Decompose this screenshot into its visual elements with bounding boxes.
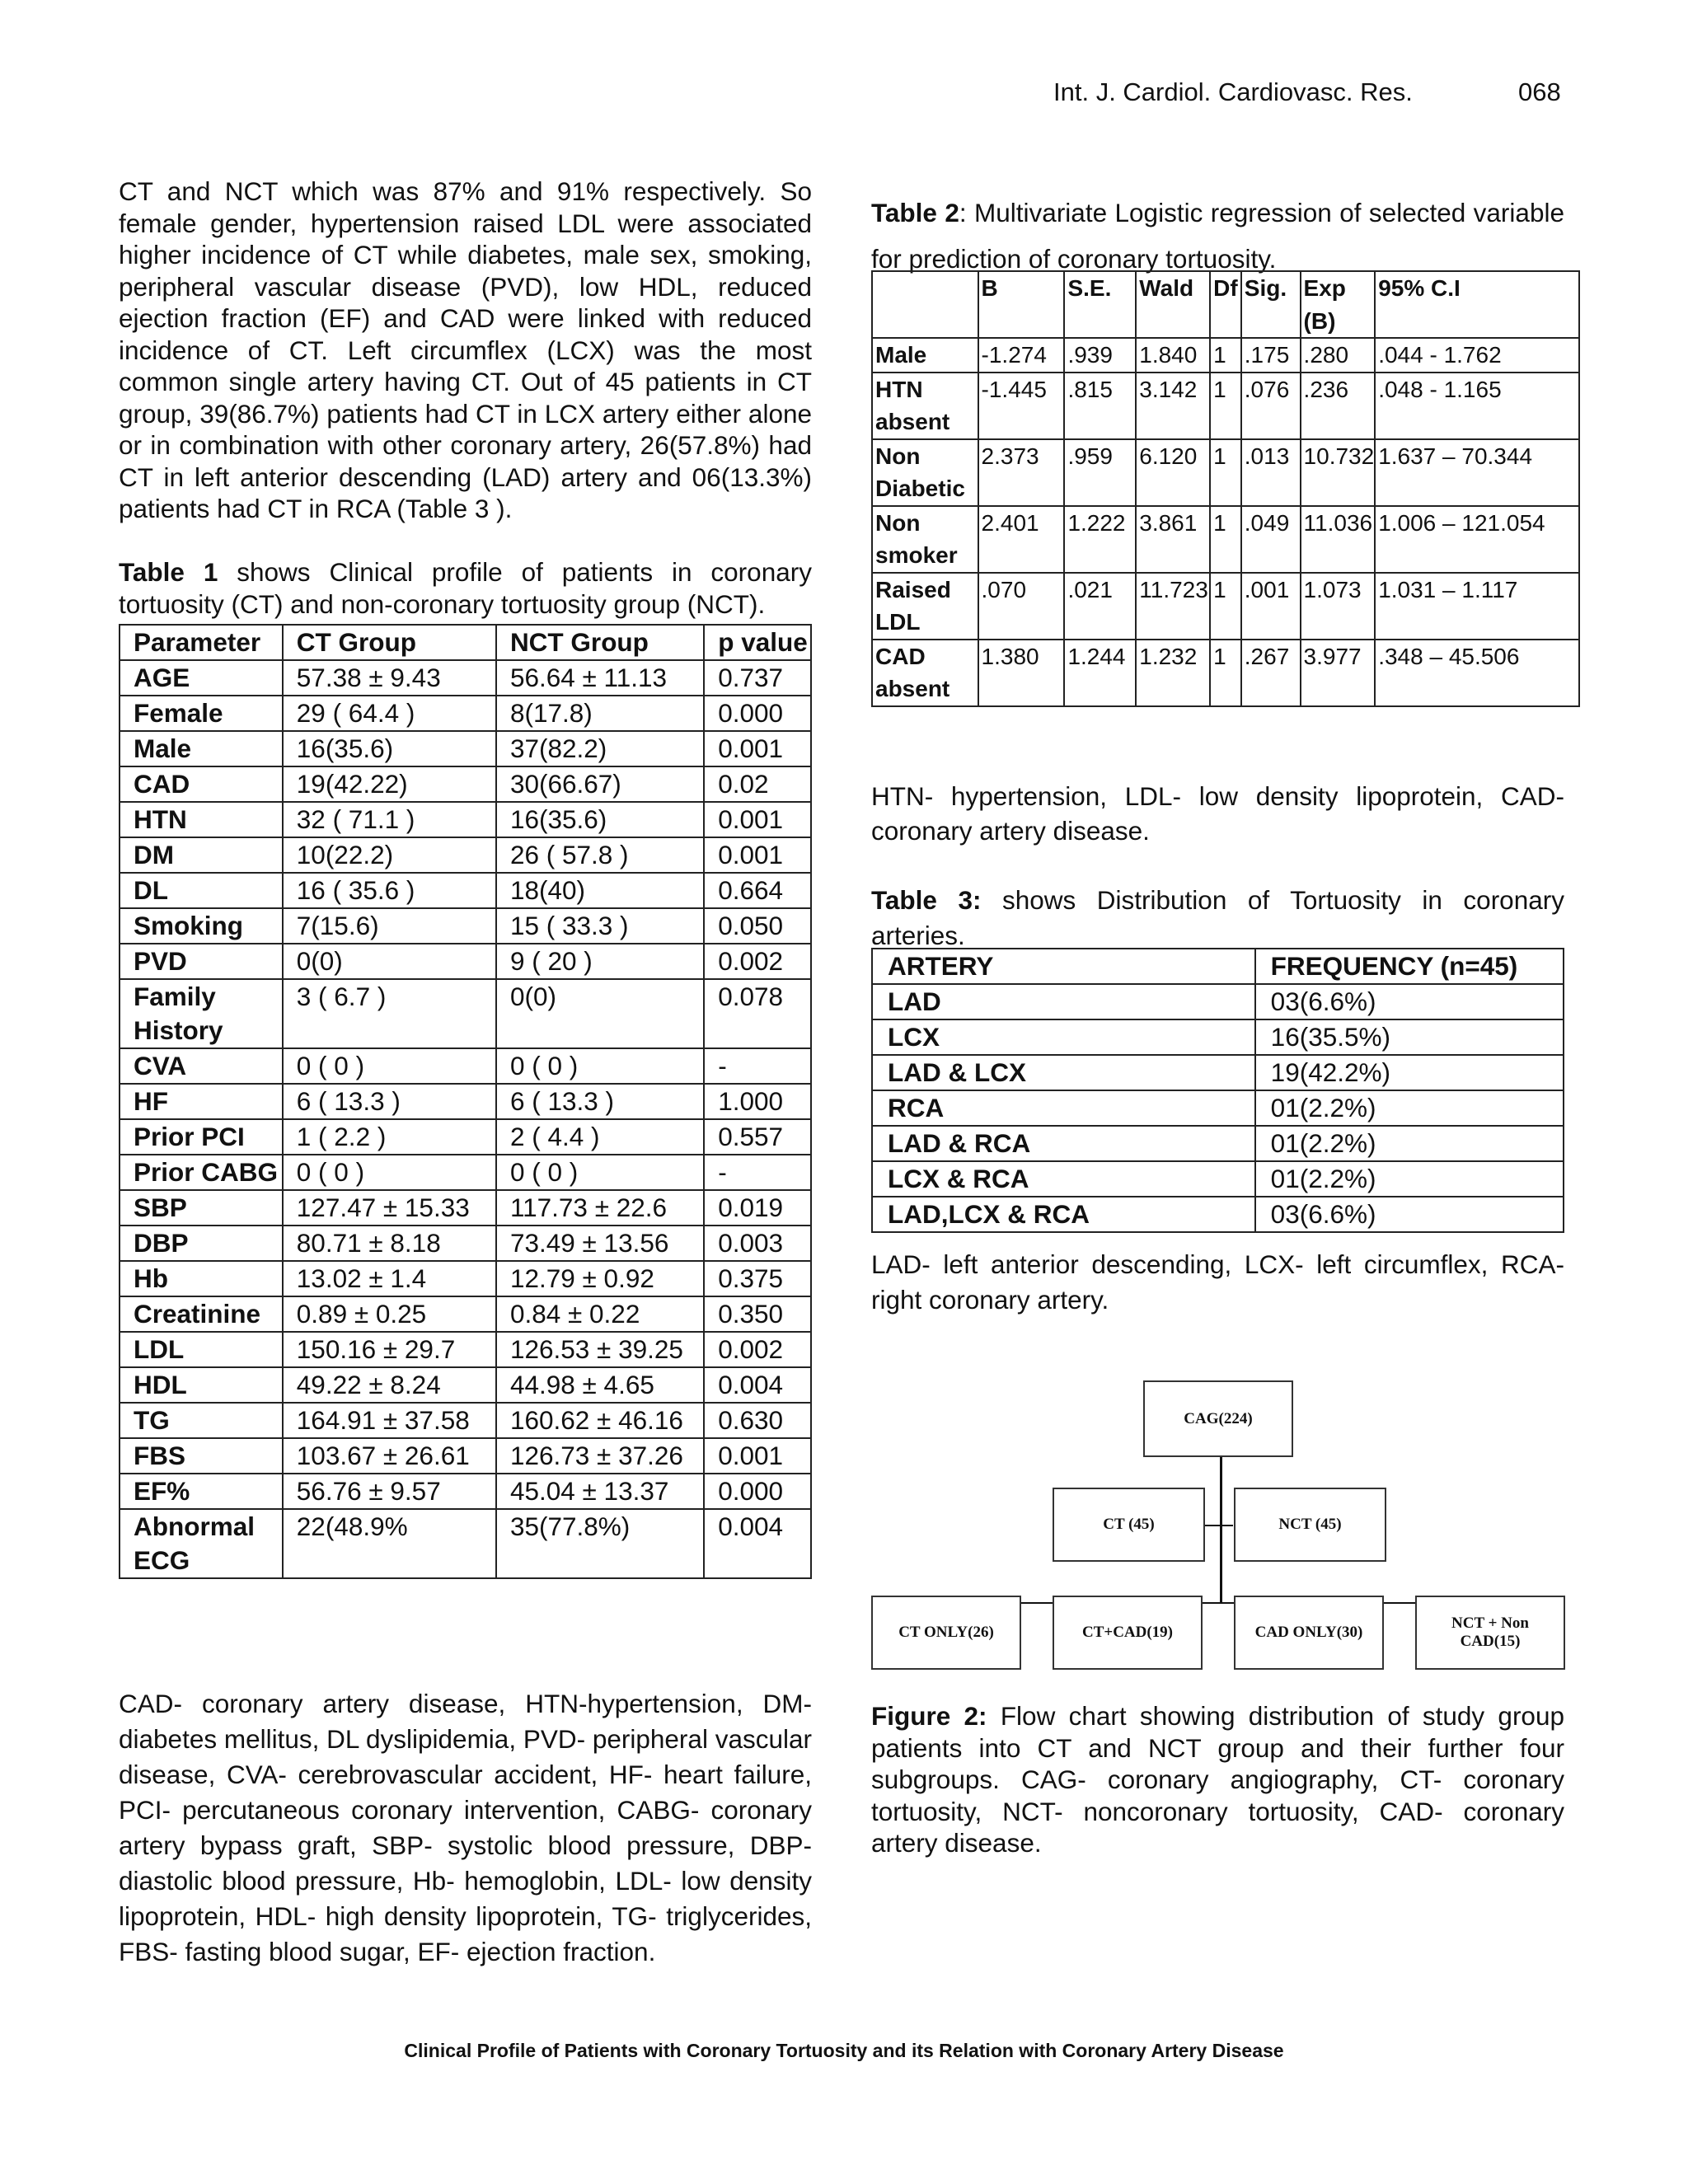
table2-cell: 11.723 <box>1136 573 1210 640</box>
page-footer: Clinical Profile of Patients with Coronary Tortuosity and its Relation with Coronary Artery Disease <box>404 2040 1284 2061</box>
flow-ct-box: CT (45) <box>1053 1488 1205 1562</box>
table2-cell: .049 <box>1241 506 1301 573</box>
table1-row-label: HDL <box>120 1367 283 1403</box>
table1-cell: 6 ( 13.3 ) <box>283 1084 496 1119</box>
table3-cell: 01(2.2%) <box>1255 1090 1564 1126</box>
table2-cell: -1.274 <box>978 338 1065 373</box>
table1-cell: 127.47 ± 15.33 <box>283 1190 496 1226</box>
table2-cell: .001 <box>1241 573 1301 640</box>
table1-cell: 0.89 ± 0.25 <box>283 1296 496 1332</box>
table1-cell: 30(66.67) <box>496 766 704 802</box>
table1-cell: 8(17.8) <box>496 696 704 731</box>
table1-cell: 1 ( 2.2 ) <box>283 1119 496 1155</box>
table1-cell: 12.79 ± 0.92 <box>496 1261 704 1296</box>
table2-cell: .076 <box>1241 373 1301 439</box>
table1-caption <box>119 556 812 620</box>
table1-row-label: FBS <box>120 1438 283 1474</box>
table1-row-label: DM <box>120 837 283 873</box>
table2-cell: 1 <box>1210 373 1241 439</box>
table1-cell: 126.73 ± 37.26 <box>496 1438 704 1474</box>
table1-cell: - <box>704 1048 811 1084</box>
table1-row-label: Family History <box>120 979 283 1048</box>
table2-caption-label: Table 2 <box>871 198 959 227</box>
table1-row-label: Prior CABG <box>120 1155 283 1190</box>
connector-vertical <box>1220 1455 1222 1604</box>
table1-cell: 2 ( 4.4 ) <box>496 1119 704 1155</box>
table2-cell: 1.031 – 1.117 <box>1375 573 1579 640</box>
table1-header-cell: CT Group <box>283 625 496 660</box>
table1-row-label: CAD <box>120 766 283 802</box>
table2-cell: 1.244 <box>1064 640 1136 706</box>
table1-cell: 0 ( 0 ) <box>283 1048 496 1084</box>
table2-row <box>872 439 1579 506</box>
table1-row-label: PVD <box>120 944 283 979</box>
table2-cell: 2.401 <box>978 506 1065 573</box>
table1-cell: 0.002 <box>704 1332 811 1367</box>
table2-row-label: Male <box>872 338 978 373</box>
table2-cell: 1 <box>1210 640 1241 706</box>
table1-cell: 0.003 <box>704 1226 811 1261</box>
table2-cell: .044 - 1.762 <box>1375 338 1579 373</box>
table1-cell: 56.76 ± 9.57 <box>283 1474 496 1509</box>
table1-row <box>120 873 811 908</box>
table1-cell: 18(40) <box>496 873 704 908</box>
table3-cell: 19(42.2%) <box>1255 1055 1564 1090</box>
table1-cell: 0(0) <box>496 979 704 1048</box>
table1-row-label: TG <box>120 1403 283 1438</box>
flow-nct-box: NCT (45) <box>1234 1488 1386 1562</box>
table1-row <box>120 1119 811 1155</box>
table2-cell: .021 <box>1064 573 1136 640</box>
table2-cell: 1.006 – 121.054 <box>1375 506 1579 573</box>
table1-cell: 0.630 <box>704 1403 811 1438</box>
table1-header-cell: p value <box>704 625 811 660</box>
table1-cell: 6 ( 13.3 ) <box>496 1084 704 1119</box>
table2-cell: .348 – 45.506 <box>1375 640 1579 706</box>
table2-cell: 10.732 <box>1301 439 1376 506</box>
table1-row-label: HTN <box>120 802 283 837</box>
table2-cell: .267 <box>1241 640 1301 706</box>
table1-row-label: DL <box>120 873 283 908</box>
table1-cell: 1.000 <box>704 1084 811 1119</box>
table2-header-cell: S.E. <box>1064 271 1136 338</box>
table2-row <box>872 506 1579 573</box>
table1-cell: 0.001 <box>704 731 811 766</box>
table1-row <box>120 908 811 944</box>
table3-header-cell: ARTERY <box>872 949 1255 984</box>
table1-cell: 29 ( 64.4 ) <box>283 696 496 731</box>
table1-row <box>120 1332 811 1367</box>
table1-row <box>120 1438 811 1474</box>
table2-cell: 1 <box>1210 439 1241 506</box>
table1-cell: 22(48.9% <box>283 1509 496 1578</box>
figure2-caption-label: Figure 2: <box>871 1701 987 1731</box>
table1-row <box>120 1155 811 1190</box>
table1-row-label: LDL <box>120 1332 283 1367</box>
table1-row-label: Hb <box>120 1261 283 1296</box>
table1-cell: 49.22 ± 8.24 <box>283 1367 496 1403</box>
table1-row <box>120 1367 811 1403</box>
table1-row <box>120 1296 811 1332</box>
table1-row-label: DBP <box>120 1226 283 1261</box>
table1-cell: 160.62 ± 46.16 <box>496 1403 704 1438</box>
table1-cell: 73.49 ± 13.56 <box>496 1226 704 1261</box>
table3-row <box>872 1161 1564 1197</box>
table2-caption <box>871 190 1564 282</box>
table2-header-cell: B <box>978 271 1065 338</box>
table3-row-label: RCA <box>872 1090 1255 1126</box>
table2-row-label: Raised LDL <box>872 573 978 640</box>
table3-caption-label: Table 3: <box>871 885 982 915</box>
table1-cell: 35(77.8%) <box>496 1509 704 1578</box>
table2-cell: .070 <box>978 573 1065 640</box>
table2-header-cell <box>872 271 978 338</box>
table1-cell: - <box>704 1155 811 1190</box>
table1-row <box>120 1261 811 1296</box>
table2-header-row <box>872 271 1579 338</box>
table2-cell: .815 <box>1064 373 1136 439</box>
table2-cell: 6.120 <box>1136 439 1210 506</box>
table1-row <box>120 1084 811 1119</box>
table1-cell: 10(22.2) <box>283 837 496 873</box>
table1-row <box>120 1190 811 1226</box>
table1-cell: 57.38 ± 9.43 <box>283 660 496 696</box>
table1-cell: 164.91 ± 37.58 <box>283 1403 496 1438</box>
table1-cell: 0.000 <box>704 1474 811 1509</box>
table1-cell: 0.557 <box>704 1119 811 1155</box>
table1-footnote: CAD- coronary artery disease, HTN-hypertension, DM- diabetes mellitus, DL dyslipidemia, PVD- peripheral vascular disease, CVA- cerebrovascular accident, HF- heart failure, PCI- percutaneous coronary intervention, CABG- coronary artery bypass graft, SBP- systolic blood pressure, DBP- diastolic blood pressure, Hb- hemoglobin, LDL- low density lipoprotein, HDL- high density lipoprotein, TG- triglycerides, FBS- fasting blood sugar, EF- ejection fraction. <box>119 1689 812 1966</box>
table1-cell: 16(35.6) <box>496 802 704 837</box>
table2-cell: 11.036 <box>1301 506 1376 573</box>
table1-cell: 9 ( 20 ) <box>496 944 704 979</box>
table3-caption <box>871 883 1564 954</box>
table2-cell: .048 - 1.165 <box>1375 373 1579 439</box>
table1-caption-text: shows Clinical profile of patients in coronary tortuosity (CT) and non-coronary tortuosity group (NCT). <box>119 557 812 619</box>
table1-cell: 0(0) <box>283 944 496 979</box>
table1-cell: 0.000 <box>704 696 811 731</box>
table1-cell: 45.04 ± 13.37 <box>496 1474 704 1509</box>
table1-cell: 44.98 ± 4.65 <box>496 1367 704 1403</box>
table1-cell: 0.050 <box>704 908 811 944</box>
table1-row <box>120 1474 811 1509</box>
table2-row <box>872 373 1579 439</box>
table3-row-label: LAD & RCA <box>872 1126 1255 1161</box>
table3-caption-text: shows Distribution of Tortuosity in coronary arteries. <box>871 885 1564 950</box>
table1-cell: 0 ( 0 ) <box>283 1155 496 1190</box>
table2-row-label: HTN absent <box>872 373 978 439</box>
table1-cell: 126.53 ± 39.25 <box>496 1332 704 1367</box>
table2-cell: 1.222 <box>1064 506 1136 573</box>
table1-row-label: Smoking <box>120 908 283 944</box>
table2-cell: -1.445 <box>978 373 1065 439</box>
table1-cell: 0 ( 0 ) <box>496 1048 704 1084</box>
table3-row <box>872 984 1564 1019</box>
flow-root-box: CAG(224) <box>1143 1380 1293 1457</box>
table2-cell: 1 <box>1210 338 1241 373</box>
table1-row-label: HF <box>120 1084 283 1119</box>
table3-row-label: LAD,LCX & RCA <box>872 1197 1255 1232</box>
table3-row <box>872 1090 1564 1126</box>
table2-row-label: Non Diabetic <box>872 439 978 506</box>
table2-header-cell: Wald <box>1136 271 1210 338</box>
table1-header-cell: NCT Group <box>496 625 704 660</box>
table1-cell: 7(15.6) <box>283 908 496 944</box>
table3-cell: 16(35.5%) <box>1255 1019 1564 1055</box>
table2-cell: 2.373 <box>978 439 1065 506</box>
table1-cell: 37(82.2) <box>496 731 704 766</box>
table2-cell: 1.840 <box>1136 338 1210 373</box>
table1-header-row <box>120 625 811 660</box>
table1-row <box>120 979 811 1048</box>
table3-header-cell: FREQUENCY (n=45) <box>1255 949 1564 984</box>
table1-cell: 56.64 ± 11.13 <box>496 660 704 696</box>
table1-row-label: Male <box>120 731 283 766</box>
table2-cell: 1.232 <box>1136 640 1210 706</box>
table1-row <box>120 1226 811 1261</box>
table1-cell: 13.02 ± 1.4 <box>283 1261 496 1296</box>
table1-cell: 0.002 <box>704 944 811 979</box>
table1-cell: 0.375 <box>704 1261 811 1296</box>
page-number: 068 <box>1518 77 1561 106</box>
table2 <box>871 270 1580 707</box>
flow-leaf-ct-only: CT ONLY(26) <box>871 1596 1021 1670</box>
table2-header-cell: Sig. <box>1241 271 1301 338</box>
table2-cell: .959 <box>1064 439 1136 506</box>
table1-cell: 103.67 ± 26.61 <box>283 1438 496 1474</box>
table1-caption-label: Table 1 <box>119 557 218 587</box>
table1-cell: 0.001 <box>704 802 811 837</box>
table2-cell: 3.142 <box>1136 373 1210 439</box>
table1-row-label: EF% <box>120 1474 283 1509</box>
table3-row <box>872 1197 1564 1232</box>
table1-cell: 19(42.22) <box>283 766 496 802</box>
table2-cell: .175 <box>1241 338 1301 373</box>
table2-caption-text: : Multivariate Logistic regression of selected variable for prediction of coronary tortuosity. <box>871 198 1564 274</box>
table1-cell: 16(35.6) <box>283 731 496 766</box>
table2-cell: 1.380 <box>978 640 1065 706</box>
table1-row <box>120 837 811 873</box>
table3-row <box>872 1126 1564 1161</box>
table3-row-label: LCX & RCA <box>872 1161 1255 1197</box>
table1-cell: 0 ( 0 ) <box>496 1155 704 1190</box>
table1-cell: 16 ( 35.6 ) <box>283 873 496 908</box>
table1-row <box>120 1403 811 1438</box>
figure2-caption <box>871 1700 1564 1859</box>
table1-row <box>120 802 811 837</box>
figure2-caption-text: Flow chart showing distribution of study group patients into CT and NCT group and their further four subgroups. CAG- coronary angiography, CT- coronary tortuosity, NCT- noncoronary tortuosity, CAD- coronary artery disease. <box>871 1701 1564 1858</box>
table1-row-label: Abnormal ECG <box>120 1509 283 1578</box>
table1-cell: 0.001 <box>704 837 811 873</box>
table1-cell: 0.84 ± 0.22 <box>496 1296 704 1332</box>
table3 <box>871 948 1564 1233</box>
table1-row-label: SBP <box>120 1190 283 1226</box>
table2-cell: 3.861 <box>1136 506 1210 573</box>
table2-row <box>872 573 1579 640</box>
table1-cell: 0.004 <box>704 1367 811 1403</box>
table1-cell: 0.019 <box>704 1190 811 1226</box>
table3-header-row <box>872 949 1564 984</box>
table1-row-label: CVA <box>120 1048 283 1084</box>
table1-cell: 117.73 ± 22.6 <box>496 1190 704 1226</box>
journal-name: Int. J. Cardiol. Cardiovasc. Res. <box>1053 77 1413 106</box>
table1-cell: 26 ( 57.8 ) <box>496 837 704 873</box>
table3-row-label: LAD <box>872 984 1255 1019</box>
table1-row-label: Creatinine <box>120 1296 283 1332</box>
table2-cell: 1.073 <box>1301 573 1376 640</box>
table3-cell: 01(2.2%) <box>1255 1126 1564 1161</box>
table1-row <box>120 1048 811 1084</box>
table2-header-cell: Exp (B) <box>1301 271 1376 338</box>
table2-cell: .939 <box>1064 338 1136 373</box>
table1-header-cell: Parameter <box>120 625 283 660</box>
table3-row-label: LCX <box>872 1019 1255 1055</box>
flow-leaf-nct-non-cad: NCT + Non CAD(15) <box>1415 1596 1565 1670</box>
table2-row <box>872 640 1579 706</box>
table1-row-label: AGE <box>120 660 283 696</box>
table1-cell: 150.16 ± 29.7 <box>283 1332 496 1367</box>
table2-footnote: HTN- hypertension, LDL- low density lipoprotein, CAD- coronary artery disease. <box>871 781 1564 846</box>
table1-cell: 0.664 <box>704 873 811 908</box>
table1-cell: 15 ( 33.3 ) <box>496 908 704 944</box>
table1-cell: 0.001 <box>704 1438 811 1474</box>
table2-header-cell: 95% C.I <box>1375 271 1579 338</box>
table1-row-label: Prior PCI <box>120 1119 283 1155</box>
table1-row <box>120 1509 811 1578</box>
table2-row <box>872 338 1579 373</box>
table3-row-label: LAD & LCX <box>872 1055 1255 1090</box>
table2-row-label: CAD absent <box>872 640 978 706</box>
table1-cell: 0.004 <box>704 1509 811 1578</box>
table2-cell: 1.637 – 70.344 <box>1375 439 1579 506</box>
table3-cell: 03(6.6%) <box>1255 984 1564 1019</box>
table2-header-cell: Df <box>1210 271 1241 338</box>
table1-row <box>120 660 811 696</box>
table3-cell: 01(2.2%) <box>1255 1161 1564 1197</box>
table1-cell: 0.02 <box>704 766 811 802</box>
table1-row <box>120 766 811 802</box>
table1 <box>119 624 812 1579</box>
table2-cell: 3.977 <box>1301 640 1376 706</box>
table1-cell: 0.350 <box>704 1296 811 1332</box>
table2-cell: .280 <box>1301 338 1376 373</box>
table3-row <box>872 1019 1564 1055</box>
table2-cell: 1 <box>1210 506 1241 573</box>
table1-row-label: Female <box>120 696 283 731</box>
intro-paragraph: CT and NCT which was 87% and 91% respectively. So female gender, hypertension raised LDL were associated higher incidence of CT while diabetes, male sex, smoking, peripheral vascular disease (PVD), low HDL, reduced ejection fraction (EF) and CAD were linked with reduced incidence of CT. Left circumflex (LCX) was the most common single artery having CT. Out of 45 patients in CT group, 39(86.7%) patients had CT in LCX artery either alone or in combination with other coronary artery, 26(57.8%) had CT in left anterior descending (LAD) artery and 06(13.3%) patients had CT in RCA (Table 3 ). <box>119 176 812 523</box>
table1-cell: 32 ( 71.1 ) <box>283 802 496 837</box>
table2-cell: .236 <box>1301 373 1376 439</box>
table2-cell: 1 <box>1210 573 1241 640</box>
table1-row <box>120 696 811 731</box>
table3-cell: 03(6.6%) <box>1255 1197 1564 1232</box>
table1-cell: 3 ( 6.7 ) <box>283 979 496 1048</box>
table1-cell: 80.71 ± 8.18 <box>283 1226 496 1261</box>
table1-row <box>120 731 811 766</box>
table3-footnote: LAD- left anterior descending, LCX- left circumflex, RCA- right coronary artery. <box>871 1249 1564 1315</box>
flow-leaf-ct-cad: CT+CAD(19) <box>1053 1596 1203 1670</box>
table1-cell: 0.737 <box>704 660 811 696</box>
flow-leaf-cad-only: CAD ONLY(30) <box>1234 1596 1384 1670</box>
table2-row-label: Non smoker <box>872 506 978 573</box>
table1-row <box>120 944 811 979</box>
table2-cell: .013 <box>1241 439 1301 506</box>
table1-cell: 0.078 <box>704 979 811 1048</box>
table3-row <box>872 1055 1564 1090</box>
